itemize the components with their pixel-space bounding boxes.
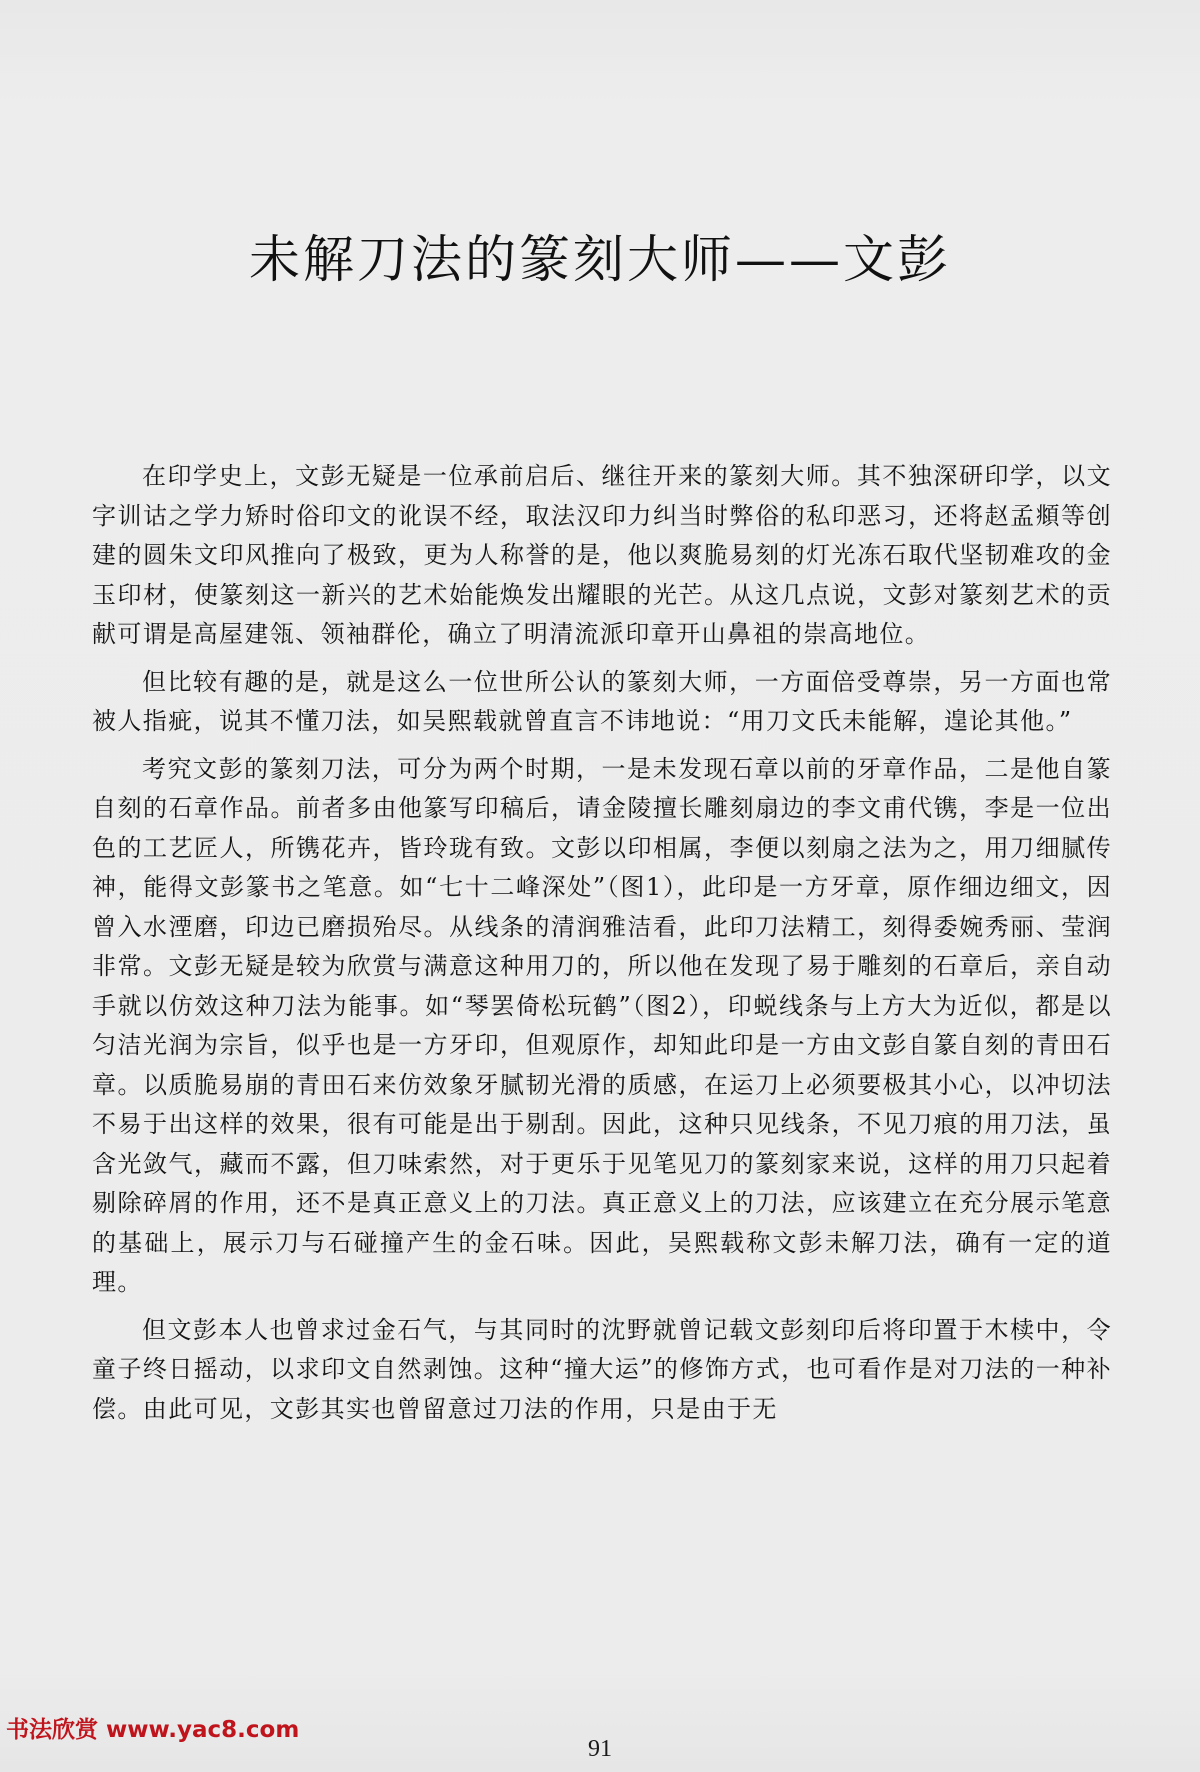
paragraph-2: 但比较有趣的是，就是这么一位世所公认的篆刻大师，一方面倍受尊崇，另一方面也常被人指疵，说其不懂刀法，如吴熙载就曾直言不讳地说：“用刀文氏未能解，遑论其他。” — [92, 667, 1112, 735]
paragraph-1: 在印学史上，文彭无疑是一位承前启后、继往开来的篆刻大师。其不独深研印学，以文字训诂之学力矫时俗印文的讹误不经，取法汉印力纠当时弊俗的私印恶习，还将赵孟頫等创建的圆朱文印风推向了极致，更为人称誉的是，他以爽脆易刻的灯光冻石取代坚韧难攻的金玉印材，使篆刻这一新兴的艺术始能焕发出耀眼的光芒。从这几点说，文彭对篆刻艺术的贡献可谓是高屋建瓴、领袖群伦，确立了明清流派印章开山鼻祖的崇高地位。 — [92, 462, 1112, 648]
site-watermark: 书法欣赏 www.yac8.com — [6, 1717, 300, 1743]
paragraph-3: 考究文彭的篆刻刀法，可分为两个时期，一是未发现石章以前的牙章作品，二是他自篆自刻的石章作品。前者多由他篆写印稿后，请金陵擅长雕刻扇边的李文甫代镌，李是一位出色的工艺匠人，所镌花卉，皆玲珑有致。文彭以印相属，李便以刻扇之法为之，用刀细腻传神，能得文彭篆书之笔意。如“七十二峰深处”（图1），此印是一方牙章，原作细边细文，因曾入水湮磨，印边已磨损殆尽。从线条的清润雅洁看，此印刀法精工，刻得委婉秀丽、莹润非常。文彭无疑是较为欣赏与满意这种用刀的，所以他在发现了易于雕刻的石章后，亲自动手就以仿效这种刀法为能事。如“琴罢倚松玩鹤”（图2），印蜕线条与上方大为近似，都是以匀洁光润为宗旨，似乎也是一方牙印，但观原作，却知此印是一方由文彭自篆自刻的青田石章。以质脆易崩的青田石来仿效象牙腻韧光滑的质感，在运刀上必须要极其小心，以冲切法不易于出这样的效果，很有可能是出于剔刮。因此，这种只见线条，不见刀痕的用刀法，虽含光敛气，藏而不露，但刀味索然，对于更乐于见笔见刀的篆刻家来说，这样的用刀只起着剔除碎屑的作用，还不是真正意义上的刀法。真正意义上的刀法，应该建立在充分展示笔意的基础上，展示刀与石碰撞产生的金石味。因此，吴熙载称文彭未解刀法，确有一定的道理。 — [92, 754, 1112, 1296]
paragraph-4: 但文彭本人也曾求过金石气，与其同时的沈野就曾记载文彭刻印后将印置于木椟中，令童子终日摇动，以求印文自然剥蚀。这种“撞大运”的修饰方式，也可看作是对刀法的一种补偿。由此可见，文彭其实也曾留意过刀法的作用，只是由于无 — [92, 1315, 1112, 1423]
page-title: 未解刀法的篆刻大师——文彭 — [248, 231, 951, 290]
article-body — [92, 457, 1112, 1437]
page-number: 91 — [588, 1736, 612, 1762]
